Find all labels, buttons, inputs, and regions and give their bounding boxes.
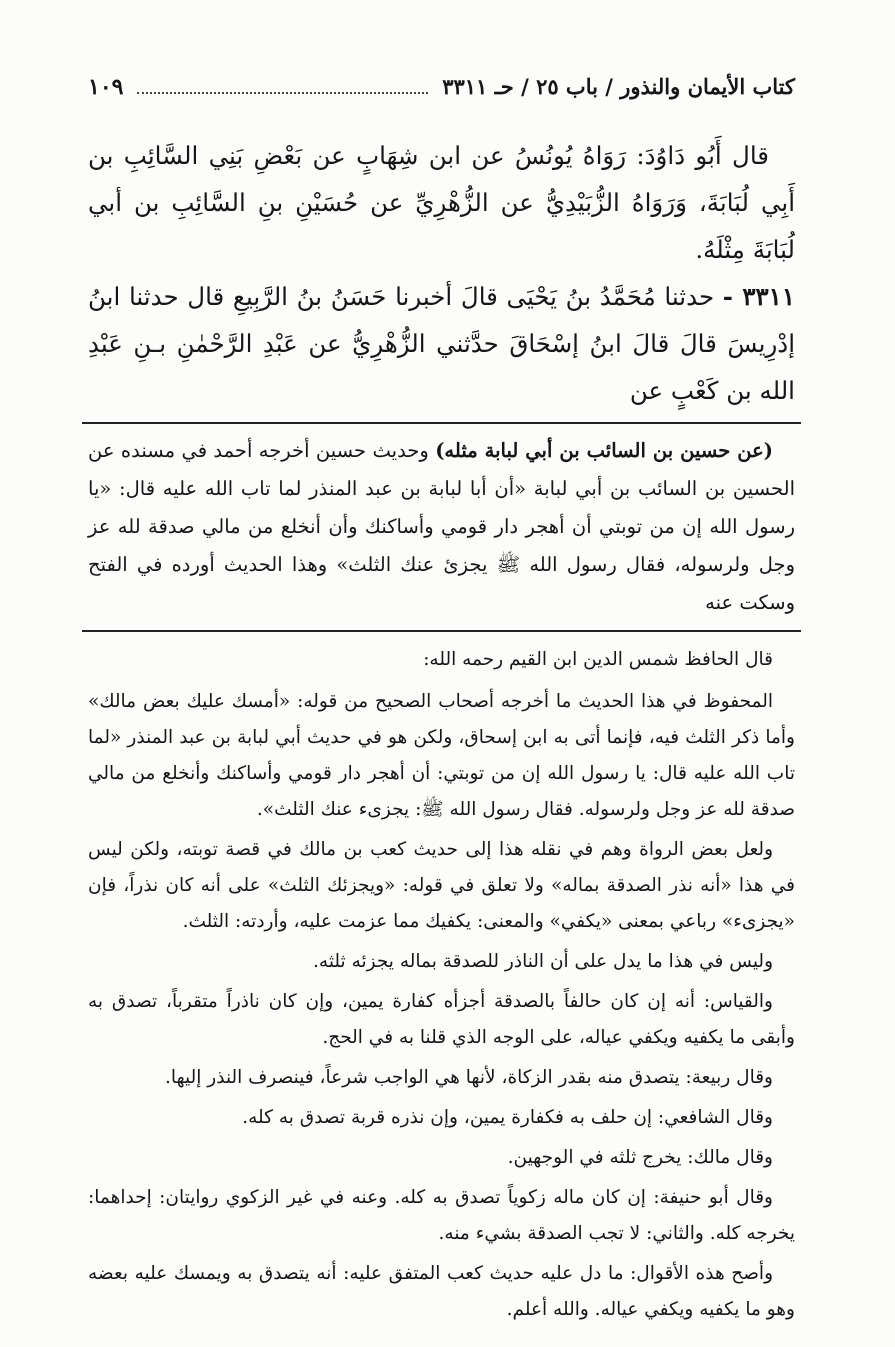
commentary-text: وحديث حسين أخرجه أحمد في مسنده عن الحسين بن السائب بن أبي لبابة «أن أبا لبابة بن عبد المنذر لما تاب الله عليه قال: «يا رسول الله إن من توبتي أن أهجر دار قومي وأساكنك وأن أنخلع من مالي صدقة لله عز وجل ولرسوله، فقال رسول الله ﷺ يجزئ عنك الثلث» وهذا الحديث أورده في الفتح وسكت عنه (88, 439, 795, 614)
commentary-block (88, 432, 795, 622)
commentary-lead: (عن حسين بن السائب بن أبي لبابة مثله) (435, 439, 773, 462)
page-number: ١٠٩ (88, 74, 124, 100)
ibn-qayyim-paragraph: وقال أبو حنيفة: إن كان ماله زكوياً تصدق به كله. وعنه في غير الزكوي روايتان: إحداهما: يخرجه كله. والثاني: لا تجب الصدقة بشيء منه. (88, 1187, 795, 1244)
ibn-qayyim-paragraph: وقال ربيعة: يتصدق منه بقدر الزكاة، لأنها هي الواجب شرعاً، فينصرف النذر إليها. (165, 1067, 773, 1088)
ibn-qayyim-paragraph: ولعل بعض الرواة وهم في نقله هذا إلى حديث كعب بن مالك في قصة توبته، ولكن ليس في هذا «أنه نذر الصدقة بماله» ولا تعلق في قوله: «ويجزئك الثلث» على أنه كان نذراً، فإن «يجزىء» رباعي بمعنى «يكفي» والمعنى: يكفيك مما عزمت عليه، وأردته: الثلث. (88, 839, 795, 932)
ibn-qayyim-paragraph: وقال الشافعي: إن حلف به فكفارة يمين، وإن نذره قربة تصدق به كله. (242, 1107, 773, 1128)
main-paragraph-hadith (88, 273, 795, 414)
main-text (88, 132, 795, 414)
hadith-chain-text: حدثنا مُحَمَّدُ بنُ يَحْيَى قالَ أخبرنا حَسَنُ بنُ الرَّبِيعِ قال حدثنا ابنُ إدْرِيسَ قالَ قالَ ابنُ إسْحَاقَ حدَّثني الزُّهْرِيُّ عن عَبْدِ الرَّحْمٰنِ بـنِ عَبْدِ الله بن كَعْبٍ عن (88, 282, 795, 405)
commentary-paragraph (88, 432, 795, 622)
section-divider-top (82, 422, 801, 424)
main-paragraph-abu-dawud: قال أَبُو دَاوُدَ: رَوَاهُ يُونُسُ عن ابن شِهَابٍ عن بَعْضِ بَنِي السَّائِبِ بن أَبِي لُبَابَةَ، وَرَوَاهُ الزُّبَيْدِيُّ عن الزُّهْرِيِّ عن حُسَيْنِ بنِ السَّائِبِ بن أبي لُبَابَةَ مِثْلَهُ. (88, 141, 795, 264)
ibn-qayyim-paragraph: وليس في هذا ما يدل على أن الناذر للصدقة بماله يجزئه ثلثه. (313, 951, 773, 972)
hadith-number: ٣٣١١ - (722, 282, 795, 311)
running-header (88, 70, 795, 110)
ibn-qayyim-paragraph: والقياس: أنه إن كان حالفاً بالصدقة أجزأه كفارة يمين، وإن كان ناذراً متقرباً، تصدق به وأبقى ما يكفيه ويكفي عياله، على الوجه الذي قلنا به في الحج. (88, 991, 795, 1048)
ibn-qayyim-paragraph: المحفوظ في هذا الحديث ما أخرجه أصحاب الصحيح من قوله: «أمسك عليك بعض مالك» وأما ذكر الثلث فيه، فإنما أتى به ابن إسحاق، ولكن هو في حديث أبي لبابة بن عبد المنذر «لما تاب الله عليه قال: يا رسول الله إن من توبتي: أن أهجر دار قومي وأساكنك وأنخلع من مالي صدقة لله عز وجل ولرسوله. فقال رسول الله ﷺ: يجزىء عنك الثلث». (88, 691, 795, 820)
ibn-qayyim-block (88, 642, 795, 1328)
ibn-qayyim-paragraph: وأصح هذه الأقوال: ما دل عليه حديث كعب المتفق عليه: أنه يتصدق به ويمسك عليه بعضه وهو ما يكفيه ويكفي عياله. والله أعلم. (88, 1263, 795, 1320)
ibn-qayyim-paragraph: وقال مالك: يخرج ثلثه في الوجهين. (507, 1147, 773, 1168)
ibn-qayyim-heading: قال الحافظ شمس الدين ابن القيم رحمه الله: (423, 649, 773, 670)
header-title: كتاب الأيمان والنذور / باب ٢٥ / حـ ٣٣١١ (442, 74, 795, 99)
header-dot-leader (137, 91, 428, 94)
section-divider-bottom (82, 630, 801, 632)
